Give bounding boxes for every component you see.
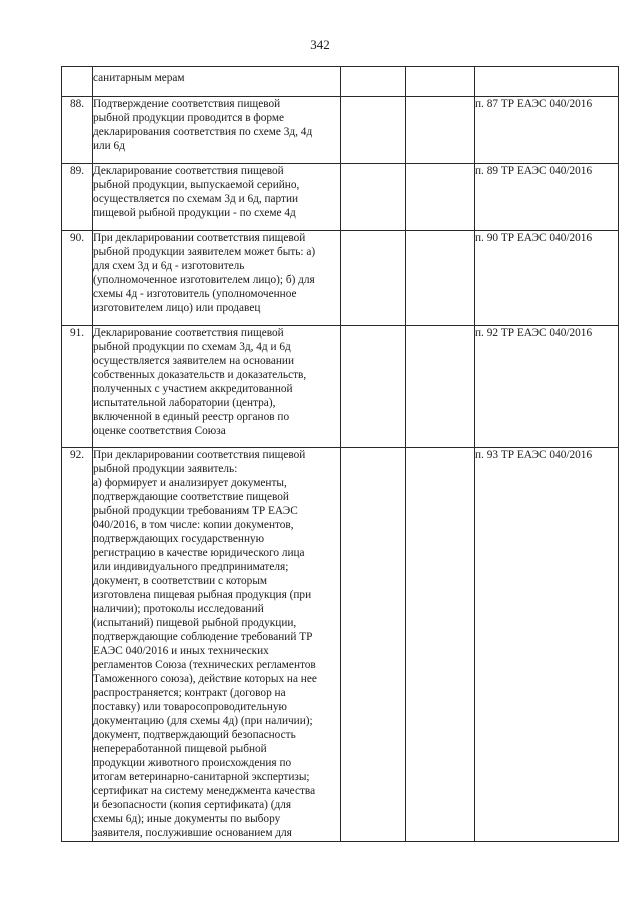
requirement-text: При декларировании соответствия пищевой рыбной продукции заявителем может быть: а) для схем 3д и 6д - изготовитель (уполномоченное изготовителем лицо); б) для схемы 4д - изготовитель (уполномоченное изготовителем лицо) или продавец xyxy=(93,231,341,326)
requirement-text: При декларировании соответствия пищевой рыбной продукции заявитель: а) формирует и анализирует документы, подтверждающие соответствие пищевой рыбной продукции требованиям ТР ЕАЭС 040/2016, в том числе: копии документов, подтверждающих государственную регистрацию в качестве юридического лица или индивидуального предпринимателя; документ, в соответствии с которым изготовлена пищевая рыбная продукция (при наличии); протоколы исследований (испытаний) пищевой рыбной продукции, подтверждающие соблюдение требований ТР ЕАЭС 040/2016 и иных технических регламентов Союза (технических регламентов Таможенного союза), действие которых на нее распространяется; контракт (договор на поставку) или товаросопроводительную документацию (для схемы 4д) (при наличии); документ, подтверждающий безопасность непереработанной пищевой рыбной продукции животного происхождения по итогам ветеринарно-санитарной экспертизы; сертификат на систему менеджмента качества и безопасности (копия сертификата) (для схемы 6д); иные документы по выбору заявителя, послужившие основанием для xyxy=(93,448,341,842)
empty-cell xyxy=(341,231,406,326)
reference-cell: п. 93 ТР ЕАЭС 040/2016 xyxy=(475,448,619,842)
table-row xyxy=(62,326,619,448)
row-number: 90. xyxy=(62,231,93,326)
table-row xyxy=(62,164,619,231)
empty-cell xyxy=(341,67,406,97)
requirement-text: санитарным мерам xyxy=(93,67,341,97)
empty-cell xyxy=(406,67,475,97)
requirement-text: Декларирование соответствия пищевой рыбной продукции, выпускаемой серийно, осуществляется по схемам 3д и 6д, партии пищевой рыбной продукции - по схеме 4д xyxy=(93,164,341,231)
empty-cell xyxy=(341,97,406,164)
empty-cell xyxy=(406,164,475,231)
table-row xyxy=(62,448,619,842)
empty-cell xyxy=(406,448,475,842)
empty-cell xyxy=(341,326,406,448)
reference-cell: п. 89 ТР ЕАЭС 040/2016 xyxy=(475,164,619,231)
empty-cell xyxy=(341,448,406,842)
empty-cell xyxy=(406,97,475,164)
row-number: 88. xyxy=(62,97,93,164)
table-row xyxy=(62,67,619,97)
requirements-table xyxy=(61,66,619,842)
reference-cell xyxy=(475,67,619,97)
row-number xyxy=(62,67,93,97)
table-row xyxy=(62,97,619,164)
reference-cell: п. 92 ТР ЕАЭС 040/2016 xyxy=(475,326,619,448)
table-row xyxy=(62,231,619,326)
page-number: 342 xyxy=(310,37,330,52)
row-number: 89. xyxy=(62,164,93,231)
empty-cell xyxy=(341,164,406,231)
reference-cell: п. 87 ТР ЕАЭС 040/2016 xyxy=(475,97,619,164)
reference-cell: п. 90 ТР ЕАЭС 040/2016 xyxy=(475,231,619,326)
requirement-text: Подтверждение соответствия пищевой рыбной продукции проводится в форме декларирования соответствия по схеме 3д, 4д или 6д xyxy=(93,97,341,164)
empty-cell xyxy=(406,326,475,448)
requirement-text: Декларирование соответствия пищевой рыбной продукции по схемам 3д, 4д и 6д осуществляется заявителем на основании собственных доказательств и доказательств, полученных с участием аккредитованной испытательной лаборатории (центра), включенной в единый реестр органов по оценке соответствия Союза xyxy=(93,326,341,448)
row-number: 92. xyxy=(62,448,93,842)
row-number: 91. xyxy=(62,326,93,448)
empty-cell xyxy=(406,231,475,326)
